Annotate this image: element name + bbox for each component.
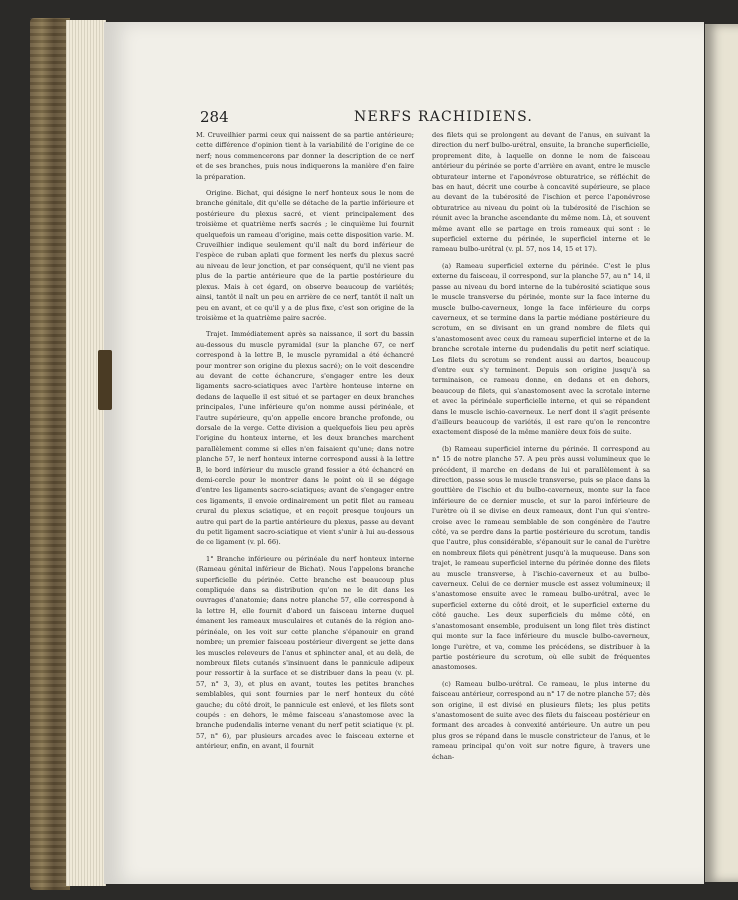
bookmark-tab [98, 350, 112, 410]
paragraph: (c) Rameau bulbo-urétral. Ce rameau, le plus interne du faisceau antérieur, correspond au n° 17 de notre planche 57; dès son origine, il est divisé en plusieurs filets; les plus petits s'anastomosent de suite avec des filets du faisceau postérieur en formant des arcades à convexité antérieure. Un autre un peu plus gros se répand dans le muscle constricteur de l'anus, et le rameau principal qu'on voit sur notre figure, à travers une échan- [432, 679, 650, 761]
page-header [200, 108, 690, 128]
left-text-column [196, 130, 414, 758]
paragraph: Origine. Bichat, qui désigne le nerf honteux sous le nom de branche génitale, dit qu'elle se détache de la partie inférieure et postérieure du plexus sacré, et vient principalement des troisième et quatrième nerfs sacrés ; le cinquième lui fournit quelquefois un rameau d'origine, mais cette disposition varie. M. Cruveilhier indique seulement qu'il naît du bord inférieur de l'espèce de ruban aplati que forment les nerfs du plexus sacré au niveau de leur jonction, et par conséquent, qu'il ne vient pas plus de la partie antérieure que de la partie postérieure du plexus. Mais à cet égard, on observe beaucoup de variétés; ainsi, tantôt il naît un peu en arrière de ce nerf, tantôt il naît un peu en avant, et ce qu'il y a de plus fixe, c'est son origine de la troisième et la quatrième paire sacrée. [196, 189, 414, 322]
book-binding [30, 18, 70, 890]
paragraph: (b) Rameau superficiel interne du périnée. Il correspond au n° 15 de notre planche 57. A peu près aussi volumineux que le précédent, il marche en dedans de lui et parallèlement à sa direction, passe sous le muscle transverse, puis se place dans la gouttière de l'ischio et du bulbo-caverneux, monte sur la face inférieure de ce dernier muscle, et sur la paroi inférieure de l'urètre où il se divise en deux rameaux, dont l'un qui s'entre-croise avec le rameau semblable de son congénère de l'autre côté, va se perdre dans la partie postérieure du scrotum, tandis que l'autre, plus considérable, s'épanouit sur le canal de l'urètre en nombreux filets qui pénètrent jusqu'à la muqueuse. Dans son trajet, le rameau superficiel interne du périnée donne des filets au muscle transverse, à l'ischio-caverneux et au bulbo-caverneux. Celui de ce dernier muscle est assez volumineux; il s'anastomose ensuite avec le rameau bulbo-urétral, avec le superficiel externe du côté droit, et le superficiel externe du côté gauche. Les deux superficiels du même côté, en s'anastomosant ensemble, produisent un long filet très distinct qui monte sur la face inférieure du muscle bulbo-caverneux, longe l'urètre, et va, comme les précédens, se distribuer à la partie postérieure du scrotum, où elle subit de fréquentes anastomoses. [432, 444, 650, 672]
paragraph: M. Cruveilhier parmi ceux qui naissent de sa partie antérieure; cette différence d'opinion tient à la variabilité de l'origine de ce nerf; nous commencerons par donner la description de ce nerf et de ses branches, puis nous indiquerons la manière d'en faire la préparation. [196, 131, 414, 181]
right-text-column [432, 130, 650, 768]
paragraph: (a) Rameau superficiel externe du périnée. C'est le plus externe du faisceau, il correspond, sur la planche 57, au n° 14, il passe au niveau du bord interne de la tubérosité sciatique sous le muscle transverse du périnée, monte sur la face interne du muscle bulbo-caverneux, longe la face inférieure du corps caverneux, et se termine dans la partie médiane postérieure du scrotum, en se divisant en un grand nombre de filets qui s'anastomosent avec ceux du rameau superficiel interne et de la branche scrotale interne du pudendalis du petit nerf sciatique. Les filets du scrotum se rendent aussi au dartos, beaucoup d'entre eux s'y terminent. Depuis son origine jusqu'à sa terminaison, ce rameau donne, en dedans et en dehors, beaucoup de filets, qui s'anastomosent avec la scrotale interne et avec la périnéale superficielle interne, et qui se répandent dans le muscle ischio-caverneux. Le nerf dont il s'agit présente d'ailleurs beaucoup de variétés, il est rare qu'on le rencontre exactement disposé de la même manière deux fois de suite. [432, 261, 650, 437]
page-edges [66, 20, 106, 886]
page-number: 284 [200, 108, 229, 126]
paragraph: Trajet. Immédiatement après sa naissance, il sort du bassin au-dessous du muscle pyramidal (sur la planche 67, ce nerf correspond à la lettre B, le muscle pyramidal a été échancré pour montrer son origine du plexus sacré); on le voit descendre au devant de cette échancrure, s'engager entre les deux ligaments sacro-sciatiques avec l'artère honteuse interne en dedans de laquelle il est situé et se partager en deux branches principales, l'une inférieure qu'on nomme aussi périnéale, et l'autre supérieure, qu'on appelle encore branche profonde, ou dorsale de la verge. Cette division a quelquefois lieu peu après l'origine du honteux interne, et les deux branches marchent parallèlement comme si elles n'en faisaient qu'une; dans notre planche 57, le nerf honteux interne correspond aussi à la lettre B, le bord inférieur du muscle grand fessier a été échancré en demi-cercle pour le montrer dans le point où il se dégage d'entre les ligaments sacro-sciatiques; avant de s'engager entre ces ligaments, il envoie ordinairement un petit filet au rameau crural du plexus sciatique, et en reçoit presque toujours un autre qui part de la partie antérieure du plexus, passe au devant du petit ligament sacro-sciatique et vient s'unir à lui au-dessous de ce ligament (v. pl. 66). [196, 330, 414, 547]
facing-page-edge [705, 24, 738, 882]
paragraph: des filets qui se prolongent au devant de l'anus, en suivant la direction du nerf bulbo-urétral, ensuite, la branche superficielle, proprement dite, à laquelle on donne le nom de faisceau antérieur du périnée se porte d'arrière en avant, entre le muscle obturateur interne et l'aponévrose obturatrice, se réfléchit de bas en haut, décrit une courbe à concavité supérieure, se place au devant de la tubérosité de l'ischion et perce l'aponévrose obturatrice au niveau du point où la tubérosité de l'ischion se réunit avec la branche ascendante du même nom. Là, et souvent même avant elle se partage en trois rameaux qui sont : le superficiel externe du périnée, le superficiel interne et le rameau bulbo-urétral (v. pl. 57, nos 14, 15 et 17). [432, 131, 650, 254]
paragraph: 1° Branche inférieure ou périnéale du nerf honteux interne (Rameau génital inférieur de Bichat). Nous l'appelons branche superficielle du périnée. Cette branche est beaucoup plus compliquée dans sa distribution qu'on ne le dit dans les ouvrages d'anatomie; dans notre planche 57, elle correspond à la lettre H, elle fournit d'abord un faisceau interne duquel émanent les rameaux musculaires et cutanés de la région ano-périnéale, on les voit sur cette planche s'épanouir en grand nombre; un premier faisceau postérieur divergent se jette dans les muscles releveurs de l'anus et sphincter anal, et au delà, de nombreux filets cutanés s'insinuent dans le pannicule adipeux pour ressortir à la surface et se distribuer dans la peau (v. pl. 57, n° 3, 3), et plus en avant, toutes les petites branches semblables, qui sont fournies par le nerf honteux du côté gauche; du côté droit, le pannicule est enlevé, et les filets sont coupés : en dehors, le même faisceau s'anastomose avec la branche pudendalis interne venant du nerf petit sciatique (v. pl. 57, n° 6), par plusieurs arcades avec le faisceau externe et antérieur, enfin, en avant, il fournit [196, 554, 414, 751]
running-title: NERFS RACHIDIENS. [354, 109, 534, 125]
